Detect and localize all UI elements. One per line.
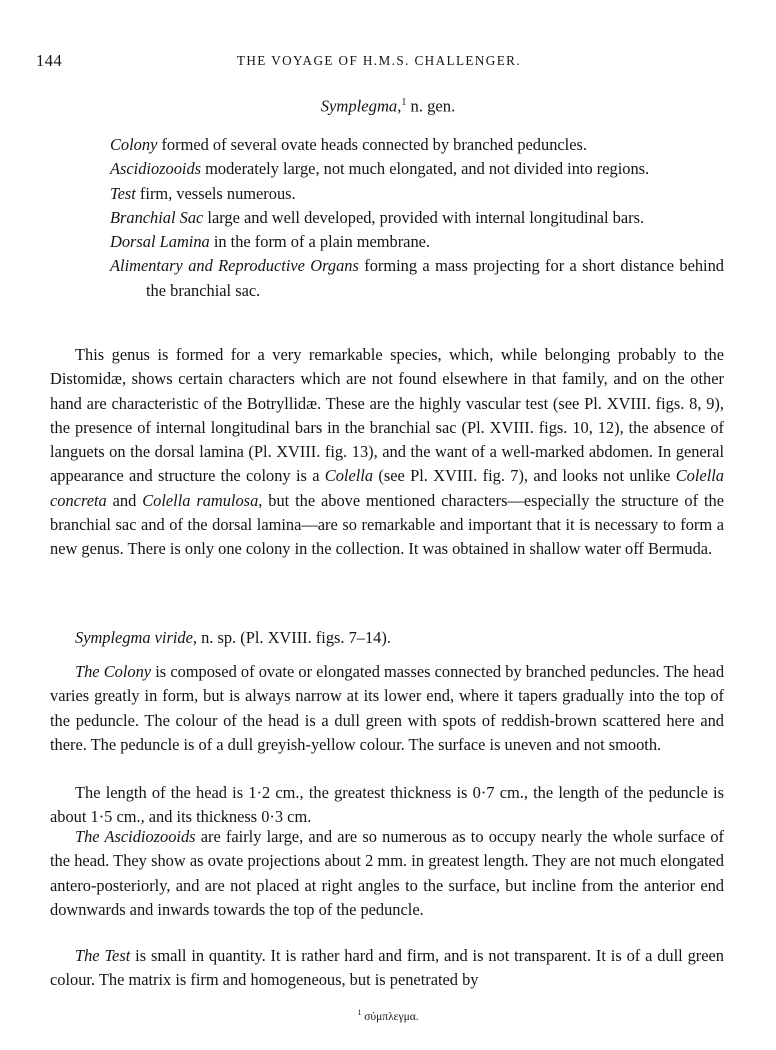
running-title: THE VOYAGE OF H.M.S. CHALLENGER.	[236, 53, 522, 68]
genus-name: Symplegma,	[320, 96, 402, 116]
diagnosis-term: Test	[110, 183, 136, 203]
measurements-paragraph: The length of the head is 1·2 cm., the greatest thickness is 0·7 cm., the length of the peduncle is about 1·5 cm., and its thickness 0·3 cm.	[50, 783, 724, 827]
species-heading	[75, 626, 725, 650]
taxon-name: Colella	[324, 466, 374, 486]
diagnosis-term: Ascidiozooids	[110, 159, 202, 179]
colony-paragraph	[50, 660, 724, 757]
taxon-name: Colella concreta	[50, 466, 724, 510]
footnote-text: σύμπλεγμα.	[364, 1010, 419, 1023]
footnote-reference: 1	[401, 97, 407, 108]
body-text: is small in quantity. It is rather hard and firm, and is not transparent. It is of a dull green colour. The matrix is firm and homogeneous, but is penetrated by	[50, 946, 724, 990]
body-text: (see Pl. XVIII. fig. 7), and looks not unlike	[373, 466, 676, 486]
footnote-mark: 1	[357, 1008, 362, 1017]
body-text: are fairly large, and are so numerous as to occupy nearly the whole surface of the head. They show as ovate projections about 2 mm. in greatest length. They are not much elongated antero-posteriorly, and are not placed at right angles to the surface, but incline from the anterior end downwards and inwards towards the top of the peduncle.	[50, 827, 725, 919]
taxon-name: Colella ramulosa	[142, 490, 259, 510]
section-term: The Colony	[75, 662, 152, 681]
diagnosis-item-organs	[110, 254, 724, 303]
diagnosis-item-colony	[110, 133, 724, 157]
section-term: The Test	[75, 946, 131, 965]
diagnosis-term: Dorsal Lamina	[110, 232, 210, 252]
body-text: , but the above mentioned characters—especially the structure of the branchial sac and of the dorsal lamina—are so remarkable and important that it is necessary to form a new genus. There is only one colony in the collection. It was obtained in shallow water off Bermuda.	[50, 490, 724, 559]
diagnosis-text: formed of several ovate heads connected by branched peduncles.	[157, 135, 587, 154]
genus-heading-suffix: n. gen.	[406, 96, 456, 116]
genus-diagnosis	[110, 133, 724, 303]
diagnosis-item-dorsal-lamina	[110, 230, 724, 254]
test-paragraph	[50, 944, 724, 993]
diagnosis-text: forming a mass projecting for a short distance behind the branchial sac.	[146, 256, 724, 300]
diagnosis-text: large and well developed, provided with internal longitudinal bars.	[203, 207, 645, 227]
diagnosis-text: firm, vessels numerous.	[135, 183, 296, 203]
footnote	[0, 1001, 776, 1029]
page-header	[36, 49, 722, 71]
body-text: is composed of ovate or elongated masses connected by branched peduncles. The head varies greatly in form, but is always narrow at its lower end, where it tapers gradually into the top of the peduncle. The colour of the head is a dull green with spots of reddish-brown scattered here and there. The peduncle is of a dull greyish-yellow colour. The surface is uneven and not smooth.	[50, 662, 725, 754]
ascidiozooids-paragraph	[50, 825, 724, 922]
body-text: and	[106, 490, 143, 510]
body-text: This genus is formed for a very remarkable species, which, while belonging probably to the Distomidæ, shows certain characters which are not found elsewhere in that family, and on the other hand are characteristic of the Botryllidæ. These are the highly vascular test (see Pl. XVIII. figs. 8, 9), the presence of internal longitudinal bars in the branchial sac (Pl. XVIII. figs. 10, 12), the absence of languets on the dorsal lamina (Pl. XVIII. fig. 13), and the want of a well-marked abdomen. In general appearance and structure the colony is a	[50, 345, 724, 486]
diagnosis-term: Colony	[110, 135, 158, 154]
diagnosis-item-ascidiozooids	[110, 157, 724, 181]
section-term: The Ascidiozooids	[75, 827, 196, 846]
genus-paragraph	[50, 343, 724, 562]
diagnosis-term: Branchial Sac	[110, 207, 204, 227]
diagnosis-text: moderately large, not much elongated, and not divided into regions.	[201, 159, 650, 179]
species-name: Symplegma viride	[75, 628, 193, 647]
diagnosis-text: in the form of a plain membrane.	[209, 232, 431, 252]
diagnosis-item-branchial-sac	[110, 206, 724, 230]
genus-heading	[0, 91, 776, 119]
diagnosis-item-test	[110, 182, 724, 206]
page-number: 144	[36, 51, 63, 70]
species-heading-rest: , n. sp. (Pl. XVIII. figs. 7–14).	[192, 628, 391, 647]
diagnosis-term: Alimentary and Reproductive Organs	[110, 256, 359, 276]
